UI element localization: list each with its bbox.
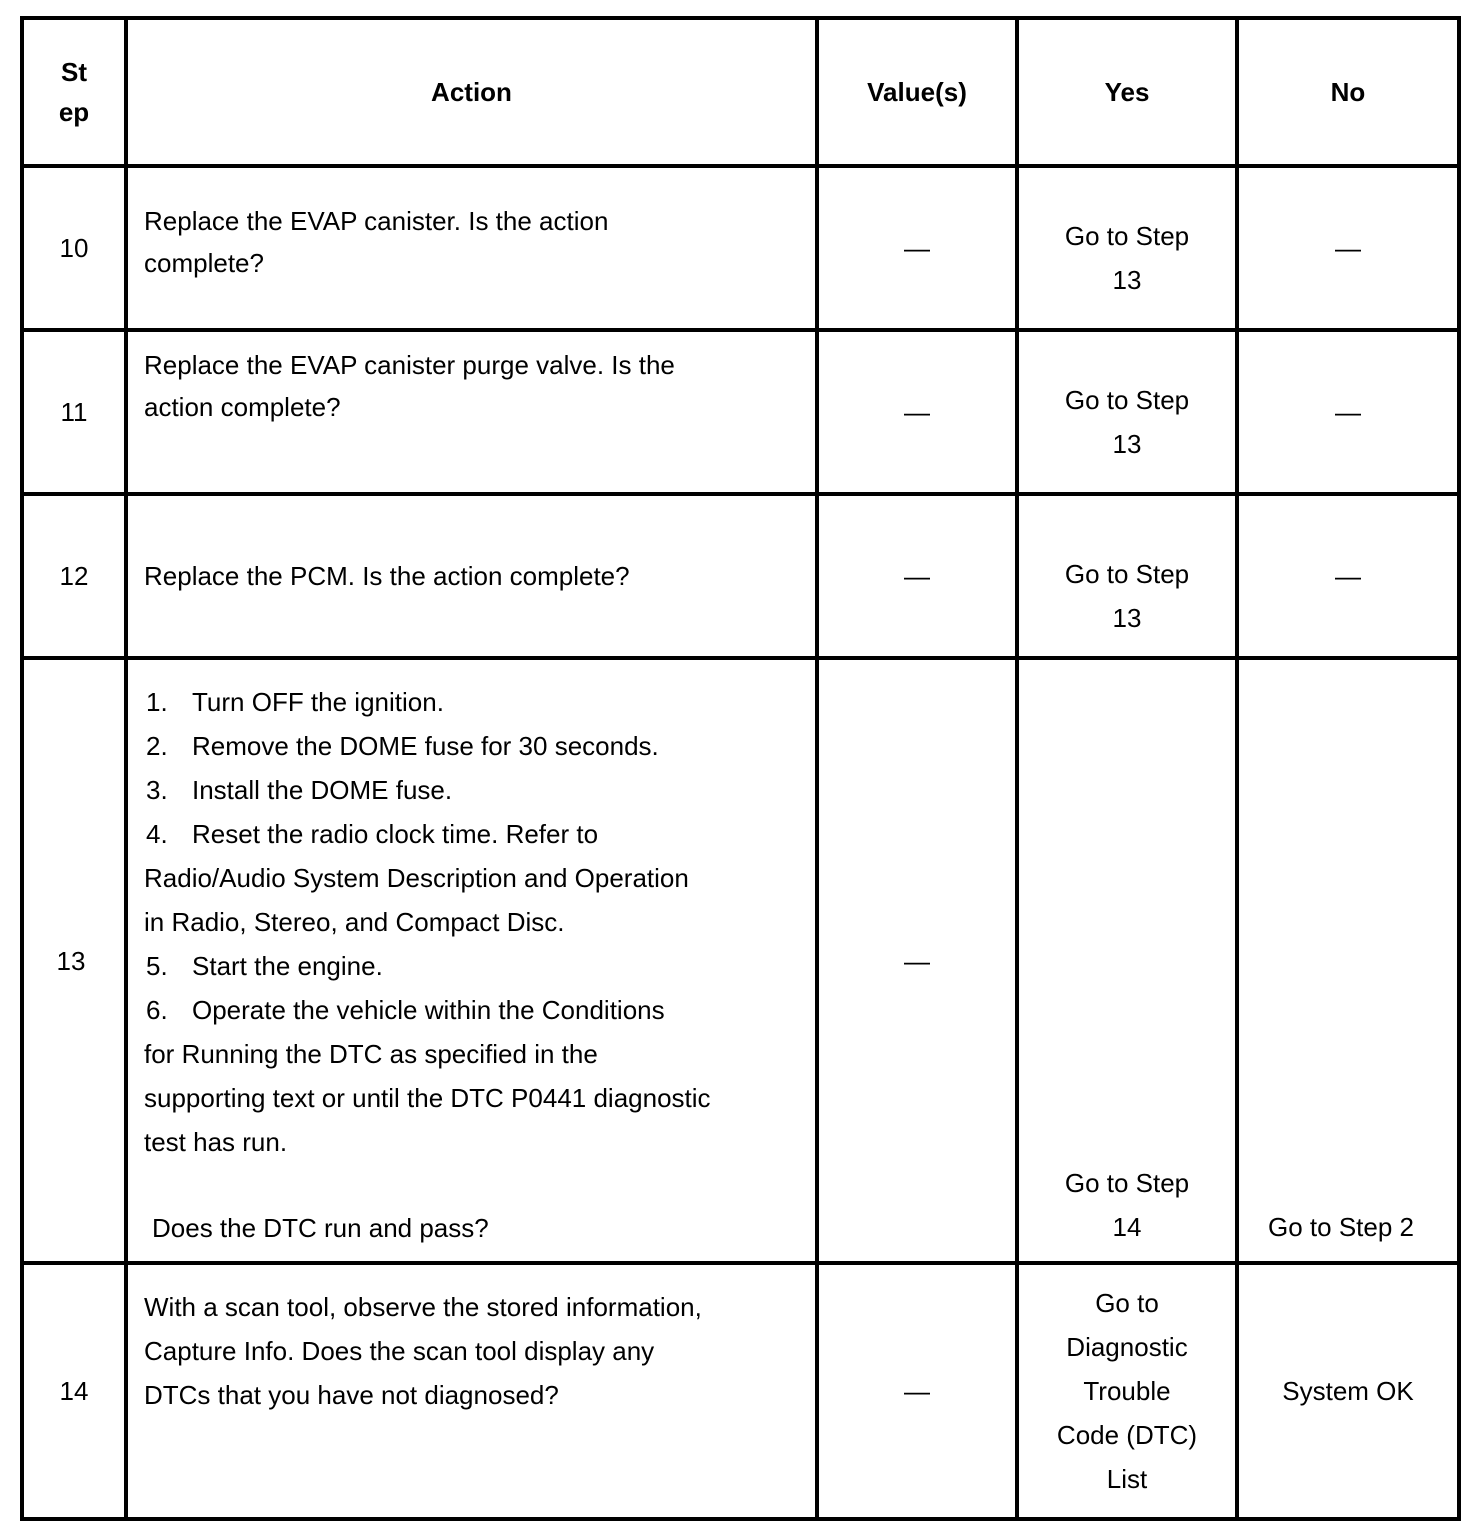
no-cell: Go to Step 2 [1237,658,1459,1263]
step-number: 12 [22,494,126,658]
step-number: 10 [22,166,126,330]
yes-link: Trouble [1083,1376,1171,1406]
list-item: 6. Operate the vehicle within the Conditions [146,995,665,1025]
no-cell: — [1237,166,1459,330]
action-text: complete? [144,248,264,278]
header-action: Action [126,18,817,166]
table-row [22,494,1459,658]
yes-link: 13 [1112,265,1142,295]
list-item-continuation: for Running the DTC as specified in the [144,1039,598,1069]
value-cell: — [817,166,1017,330]
yes-cell [1017,166,1237,330]
action-text: Capture Info. Does the scan tool display any [144,1336,655,1366]
yes-link: Go to Step [1064,559,1190,589]
no-cell: — [1237,330,1459,494]
header-no: No [1237,18,1459,166]
yes-link: Diagnostic [1066,1332,1188,1362]
action-text: Replace the EVAP canister purge valve. Is the [144,350,675,380]
yes-cell [1017,658,1237,1263]
action-cell [126,330,817,494]
action-question: Does the DTC run and pass? [152,1213,489,1243]
yes-cell [1017,494,1237,658]
list-item-continuation: in Radio, Stereo, and Compact Disc. [144,907,565,937]
header-step: St ep [22,18,126,166]
yes-link: Go to Step [1064,385,1190,415]
list-item: 5. Start the engine. [146,951,383,981]
yes-cell [1017,330,1237,494]
yes-link: Go to Step [1064,221,1190,251]
step-number: 13 [22,658,126,1263]
yes-link: 13 [1112,429,1142,459]
header-yes: Yes [1017,18,1237,166]
action-text: action complete? [144,392,341,422]
step-number: 14 [22,1263,126,1519]
action-cell [126,494,817,658]
value-cell: — [817,330,1017,494]
list-item-continuation: supporting text or until the DTC P0441 diagnostic [144,1083,711,1113]
list-item: 4. Reset the radio clock time. Refer to [146,819,599,849]
header-row [22,18,1459,166]
list-item: 2. Remove the DOME fuse for 30 seconds. [146,731,659,761]
no-cell: — [1237,494,1459,658]
yes-link: Code (DTC) [1056,1420,1198,1450]
yes-link: Go to [1095,1288,1159,1318]
diagnostic-table [20,16,1461,1521]
value-cell: — [817,494,1017,658]
value-cell: — [817,1263,1017,1519]
yes-link: Go to Step [1064,1168,1190,1198]
header-values: Value(s) [817,18,1017,166]
action-text: Replace the EVAP canister. Is the action [144,206,609,236]
step-number: 11 [22,330,126,494]
list-item: 1. Turn OFF the ignition. [146,687,444,717]
action-cell [126,658,817,1263]
list-item-continuation: Radio/Audio System Description and Operation [144,863,689,893]
list-item-continuation: test has run. [144,1127,288,1157]
list-item: 3. Install the DOME fuse. [146,775,453,805]
yes-link: List [1106,1464,1148,1494]
table-row [22,658,1459,1263]
action-text: DTCs that you have not diagnosed? [144,1380,559,1410]
value-cell: — [817,658,1017,1263]
action-text: Replace the PCM. Is the action complete? [144,561,630,591]
table-row [22,166,1459,330]
yes-link: 14 [1112,1212,1142,1242]
no-cell: System OK [1237,1263,1459,1519]
action-cell [126,1263,817,1519]
action-cell [126,166,817,330]
yes-link: 13 [1112,603,1142,633]
table-row [22,1263,1459,1519]
table-row [22,330,1459,494]
yes-cell [1017,1263,1237,1519]
action-text: With a scan tool, observe the stored information, [144,1292,702,1322]
